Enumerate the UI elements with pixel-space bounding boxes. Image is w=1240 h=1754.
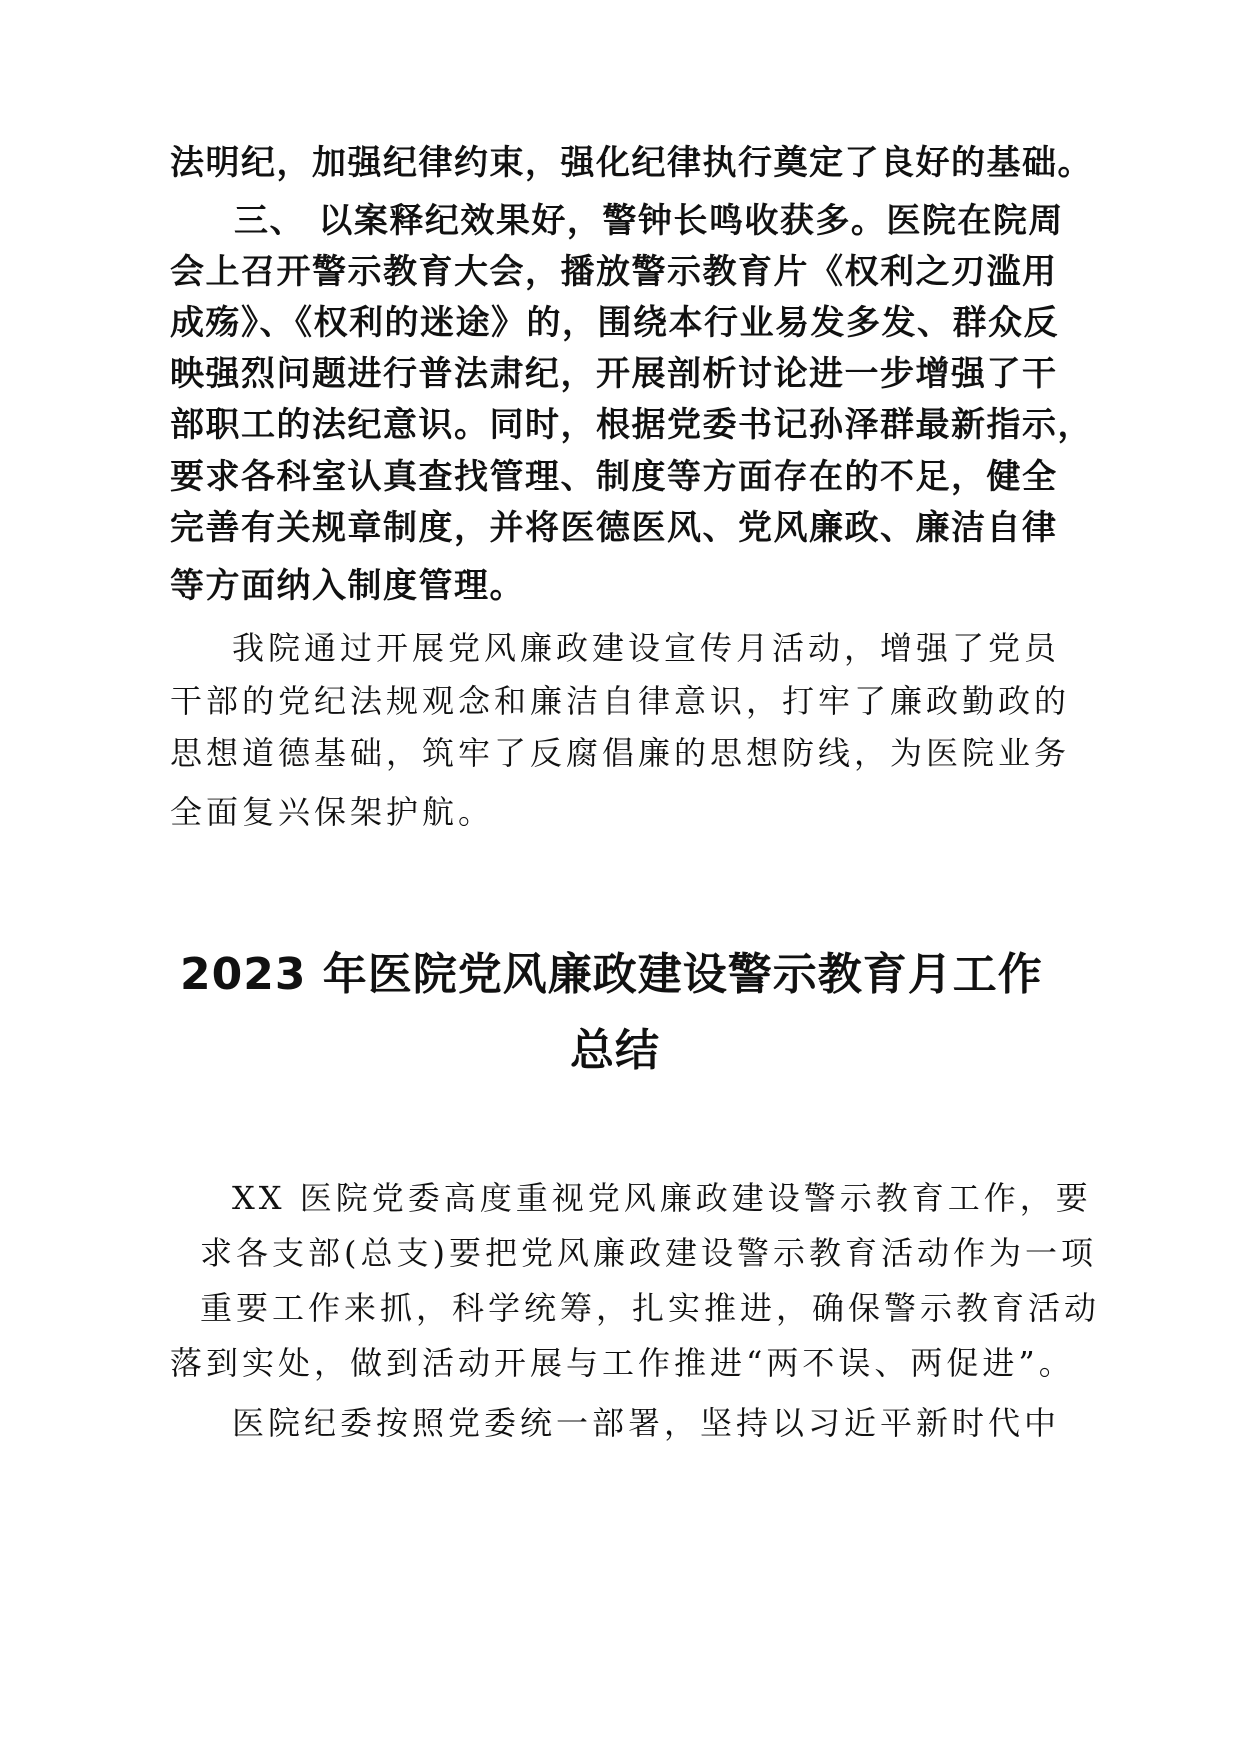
paragraph-line: 要求各科室认真查找管理、制度等方面存在的不足，健全 (170, 457, 1058, 497)
paragraph-line: 法明纪，加强纪律约束，强化纪律执行奠定了良好的基础。 (170, 143, 1093, 183)
paragraph-line: 会上召开警示教育大会，播放警示教育片《权利之刃滥用 (170, 252, 1058, 292)
article-title-continued: 总结 (570, 1025, 660, 1076)
paragraph-line: 思想道德基础，筑牢了反腐倡廉的思想防线，为医院业务 (170, 734, 1071, 772)
paragraph-line: 部职工的法纪意识。同时，根据党委书记孙泽群最新指示， (170, 405, 1093, 445)
paragraph-line: 成殇》、《权利的迷途》的，围绕本行业易发多发、群众反 (170, 303, 1059, 343)
paragraph-line: 重要工作来抓，科学统筹，扎实推进，确保警示教育活动 (200, 1289, 1101, 1327)
paragraph-line: 完善有关规章制度，并将医德医风、党风廉政、廉洁自律 (170, 508, 1058, 548)
paragraph-line: 干部的党纪法规观念和廉洁自律意识，打牢了廉政勤政的 (170, 682, 1071, 720)
paragraph-line: 等方面纳入制度管理。 (170, 566, 525, 606)
paragraph-line: 全面复兴保架护航。 (170, 793, 495, 831)
paragraph-line: 我院通过开展党风廉政建设宣传月活动，增强了党员 (232, 629, 1061, 667)
paragraph-line: 映强烈问题进行普法肃纪，开展剖析讨论进一步增强了干 (170, 354, 1058, 394)
paragraph-line: 医院纪委按照党委统一部署，坚持以习近平新时代中 (232, 1404, 1061, 1442)
article-title: 2023 年医院党风廉政建设警示教育月工作 (180, 949, 1043, 1000)
paragraph-line: XX 医院党委高度重视党风廉政建设警示教育工作，要 (232, 1179, 1092, 1217)
paragraph-line: 落到实处，做到活动开展与工作推进“两不误、两促进”。 (170, 1344, 1075, 1382)
section-heading-line: 三、 以案释纪效果好，警钟长鸣收获多。医院在院周 (234, 201, 1064, 241)
paragraph-line: 求各支部(总支)要把党风廉政建设警示教育活动作为一项 (200, 1234, 1097, 1272)
